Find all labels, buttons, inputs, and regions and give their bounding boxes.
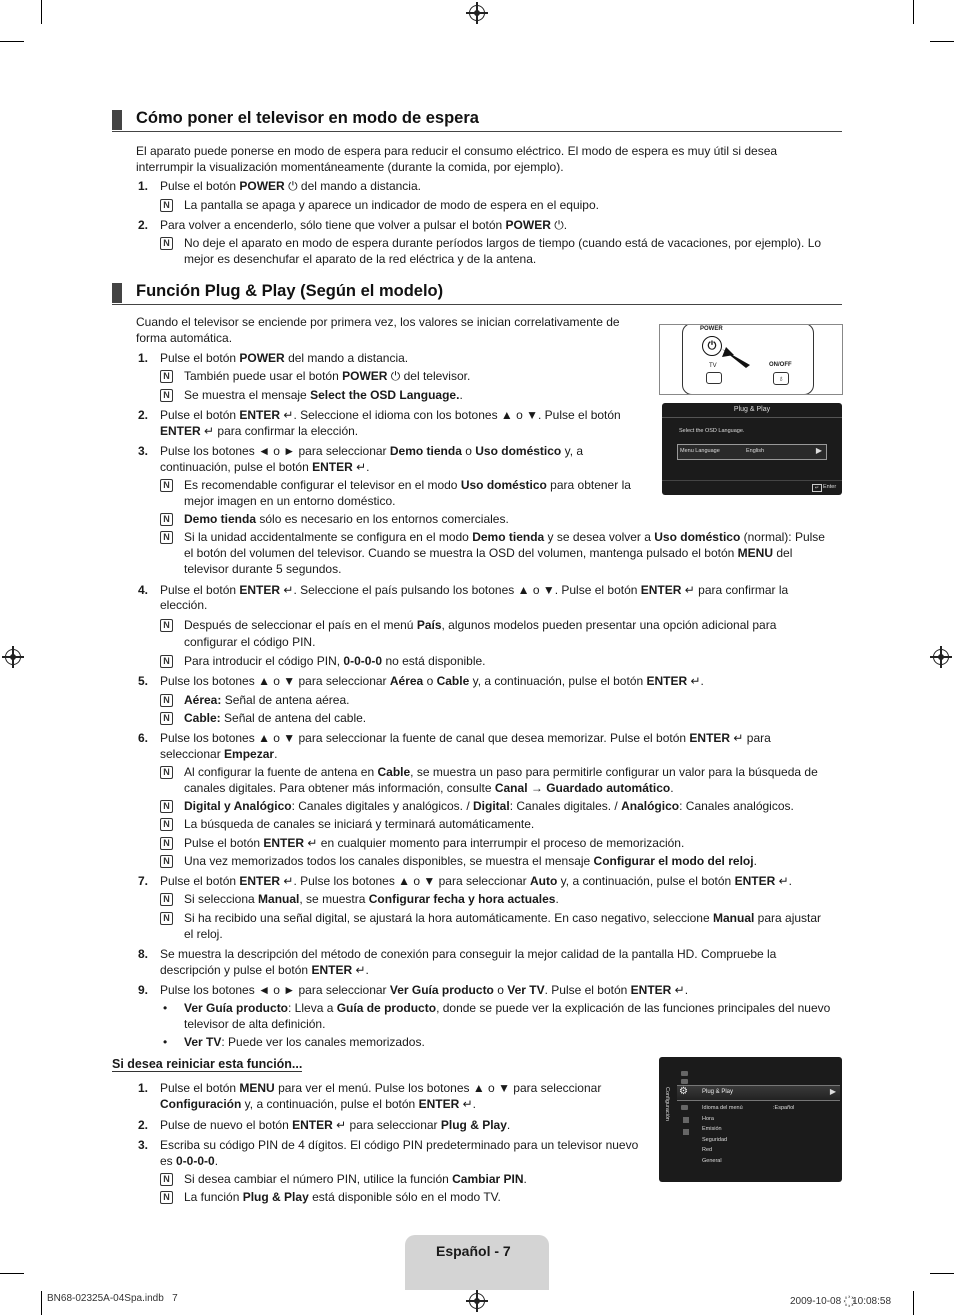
- bullet-text: Ver Guía producto: Lleva a Guía de producto, donde se puede ver la explicación de las funciones principales del nuevo: [184, 1001, 831, 1015]
- step-number: 2.: [138, 1118, 149, 1132]
- step-text: seleccionar Empezar.: [160, 747, 278, 761]
- note-text: el botón del volumen del televisor. Cuando se muestra la OSD del volumen, mantenga pulsado el botón MENU del: [184, 546, 793, 560]
- crop-mark: [930, 41, 954, 42]
- crop-mark: [0, 41, 24, 42]
- registration-mark-icon: [933, 649, 949, 665]
- step-text: Pulse el botón ENTER ↵. Pulse los botones ▲ o ▼ para seleccionar Auto y, a continuación, pulse el botón ENTER ↵.: [160, 874, 792, 888]
- note-icon: N: [160, 237, 173, 250]
- note-text: mejor imagen en un entorno doméstico.: [184, 494, 396, 508]
- note-text: No deje el aparato en modo de espera durante períodos largos de tiempo (cuando está de vacaciones, por ejemplo). Lo: [184, 236, 822, 250]
- remote-illustration: [659, 324, 843, 395]
- note-icon: N: [160, 912, 173, 925]
- note-text: canales digitales. Para obtener más información, consulte Canal → Guardado automático.: [184, 781, 674, 795]
- note-icon: N: [160, 1173, 173, 1186]
- crop-mark: [0, 1273, 24, 1274]
- note-text: Para introducir el código PIN, 0-0-0-0 no está disponible.: [184, 654, 486, 668]
- osd-menu-item[interactable]: Emisión: [702, 1126, 722, 1132]
- arrow-right-icon: ▶: [829, 1087, 836, 1096]
- registration-mark-icon: [5, 649, 21, 665]
- note-icon: N: [160, 1191, 173, 1204]
- step-number: 6.: [138, 731, 149, 745]
- note-icon: N: [160, 712, 173, 725]
- step-number: 3.: [138, 1138, 149, 1152]
- note-text: Demo tienda sólo es necesario en los entornos comerciales.: [184, 512, 509, 526]
- osd-prompt: Select the OSD Language.: [679, 428, 745, 434]
- note-icon: N: [160, 619, 173, 632]
- note-icon: N: [160, 837, 173, 850]
- step-text: continuación, pulse el botón ENTER ↵.: [160, 460, 370, 474]
- osd-row-value: English: [746, 448, 765, 454]
- step-text: Pulse los botones ▲ o ▼ para seleccionar la fuente de canal que desea memorizar. Pulse el botón ENTER ↵ para: [160, 731, 771, 745]
- picture-icon: [681, 1071, 688, 1076]
- note-text: Si selecciona Manual, se muestra Configurar fecha y hora actuales.: [184, 892, 559, 906]
- note-icon: N: [160, 766, 173, 779]
- step-text: Pulse el botón POWER ⏻ del mando a distancia.: [160, 179, 421, 193]
- print-file-info: BN68-02325A-04Spa.indb 7: [47, 1293, 178, 1304]
- step-text: Escriba su código PIN de 4 dígitos. El código PIN predeterminado para un televisor nuevo: [160, 1138, 639, 1152]
- osd-selected-label: Plug & Play: [702, 1089, 734, 1095]
- note-text: Al configurar la fuente de antena en Cable, se muestra un paso para permitirle configurar un valor para la búsqueda de: [184, 765, 818, 779]
- crop-mark: [930, 1273, 954, 1274]
- note-text: Después de seleccionar el país en el menú País, algunos modelos pueden presentar una opción adicional para: [184, 618, 777, 632]
- note-text: La función Plug & Play está disponible sólo en el modo TV.: [184, 1190, 501, 1204]
- step-text: Pulse de nuevo el botón ENTER ↵ para seleccionar Plug & Play.: [160, 1118, 511, 1132]
- step-number: 1.: [138, 179, 149, 193]
- osd-setup-menu: [659, 1057, 842, 1182]
- note-text: el reloj.: [184, 927, 223, 941]
- step-number: 8.: [138, 947, 149, 961]
- heading-bar-icon: [112, 110, 122, 130]
- section-heading-standby: [112, 109, 842, 132]
- note-icon: N: [160, 479, 173, 492]
- bullet-text: televisor de alta definición.: [184, 1017, 326, 1031]
- note-text: La búsqueda de canales se iniciará y terminará automáticamente.: [184, 817, 535, 831]
- registration-mark-icon: [469, 5, 485, 21]
- osd-selected-row[interactable]: [677, 1085, 840, 1101]
- step-text: Pulse los botones ◄ o ► para seleccionar Demo tienda o Uso doméstico y, a: [160, 444, 584, 458]
- note-text: Una vez memorizados todos los canales disponibles, se muestra el mensaje Configurar el modo del reloj.: [184, 854, 757, 868]
- step-text: Pulse los botones ◄ o ► para seleccionar Ver Guía producto o Ver TV. Pulse el botón ENTER ↵.: [160, 983, 689, 997]
- remote-onoff-label: ON/OFF: [769, 362, 792, 368]
- paragraph: interrumpir la visualización momentáneamente (durante la comida, por ejemplo).: [136, 160, 564, 174]
- bullet-text: Ver TV: Puede ver los canales memorizados.: [184, 1035, 425, 1049]
- registration-mark-icon: [469, 1293, 485, 1309]
- note-icon: N: [160, 531, 173, 544]
- page-number: Español - 7: [436, 1243, 511, 1259]
- section-heading-plug-play: [112, 282, 842, 305]
- note-text: mejor es desenchufar el aparato de la red eléctrica y de la antena.: [184, 252, 537, 266]
- enter-icon: ↵: [812, 484, 822, 492]
- osd-menu-item[interactable]: Hora: [702, 1116, 714, 1122]
- arrow-icon: [722, 347, 752, 369]
- note-text: Si la unidad accidentalmente se configura en el modo Demo tienda y se desea volver a Uso doméstico (normal): Pulse: [184, 530, 825, 544]
- note-icon: N: [160, 389, 173, 402]
- step-number: 2.: [138, 218, 149, 232]
- paragraph: Cuando el televisor se enciende por primera vez, los valores se inician correlativamente de: [136, 315, 620, 329]
- step-text: Para volver a encenderlo, sólo tiene que volver a pulsar el botón POWER ⏻.: [160, 218, 568, 232]
- heading-bar-icon: [112, 283, 122, 303]
- section-title: Función Plug & Play (Según el modelo): [136, 282, 444, 300]
- osd-menu-item[interactable]: Seguridad: [702, 1137, 728, 1143]
- input-icon: [681, 1105, 688, 1110]
- osd-language-row[interactable]: [677, 444, 827, 460]
- crop-mark: [41, 1291, 42, 1315]
- note-text: Digital y Analógico: Canales digitales y analógicos. / Digital: Canales digitales. / Analógico: Canales analógicos.: [184, 799, 794, 813]
- note-text: Si desea cambiar el número PIN, utilice la función Cambiar PIN.: [184, 1172, 527, 1186]
- page-number-tab: [405, 1235, 549, 1290]
- note-text: Pulse el botón ENTER ↵ en cualquier momento para interrumpir el proceso de memorización.: [184, 836, 685, 850]
- osd-menu-value: :Español: [773, 1105, 795, 1111]
- arrow-right-icon: ▶: [815, 446, 822, 455]
- support-icon: [683, 1129, 689, 1135]
- step-text: ENTER ↵ para confirmar la elección.: [160, 424, 359, 438]
- crop-mark: [41, 0, 42, 24]
- paragraph: El aparato puede ponerse en modo de espera para reducir el consumo eléctrico. El modo de espera es muy útil si desea: [136, 144, 778, 158]
- osd-menu-item[interactable]: Red: [702, 1147, 713, 1153]
- note-icon: N: [160, 655, 173, 668]
- note-text: Aérea: Señal de antena aérea.: [184, 693, 350, 707]
- crop-mark: [913, 1291, 914, 1315]
- crop-mark: [913, 0, 914, 24]
- note-text: Se muestra el mensaje Select the OSD Language..: [184, 388, 463, 402]
- note-text: Es recomendable configurar el televisor en el modo Uso doméstico para obtener la: [184, 478, 631, 492]
- note-text: La pantalla se apaga y aparece un indicador de modo de espera en el equipo.: [184, 198, 599, 212]
- step-number: 1.: [138, 351, 149, 365]
- note-icon: N: [160, 855, 173, 868]
- osd-row-label: Menu Language: [680, 448, 720, 454]
- step-text: Pulse el botón ENTER ↵. Seleccione el idioma con los botones ▲ o ▼. Pulse el botón: [160, 408, 621, 422]
- step-text: Pulse el botón MENU para ver el menú. Pulse los botones ▲ o ▼ para seleccionar: [160, 1081, 602, 1095]
- remote-tv-label: TV: [709, 363, 717, 369]
- osd-side-label: Configuración: [664, 1087, 670, 1121]
- step-number: 4.: [138, 583, 149, 597]
- section-title: Cómo poner el televisor en modo de espera: [136, 109, 479, 127]
- note-icon: N: [160, 199, 173, 212]
- step-number: 2.: [138, 408, 149, 422]
- note-text: televisor durante 5 segundos.: [184, 562, 342, 576]
- note-text: Cable: Señal de antena del cable.: [184, 711, 367, 725]
- step-text: Pulse el botón ENTER ↵. Seleccione el país pulsando los botones ▲ o ▼. Pulse el botón ENTER ↵ para confirmar la: [160, 583, 789, 597]
- bullet-icon: •: [163, 1035, 168, 1049]
- note-icon: N: [160, 818, 173, 831]
- step-text: es 0-0-0-0.: [160, 1154, 219, 1168]
- osd-menu-item[interactable]: Idioma del menú: [702, 1105, 743, 1111]
- note-icon: N: [160, 513, 173, 526]
- note-text: También puede usar el botón POWER ⏻ del televisor.: [184, 369, 471, 383]
- gear-icon: ⚙: [679, 1086, 688, 1097]
- osd-menu-item[interactable]: General: [702, 1158, 722, 1164]
- step-number: 1.: [138, 1081, 149, 1095]
- step-text: Pulse el botón POWER del mando a distancia.: [160, 351, 409, 365]
- note-text: configurar el código PIN.: [184, 635, 316, 649]
- power-button-icon: ⏻: [702, 336, 722, 356]
- light-button-icon: ♁: [773, 372, 789, 385]
- app-icon: [683, 1117, 689, 1123]
- step-text: Pulse los botones ▲ o ▼ para seleccionar Aérea o Cable y, a continuación, pulse el botón ENTER ↵.: [160, 674, 704, 688]
- osd-enter-label: Enter: [823, 484, 837, 490]
- step-number: 5.: [138, 674, 149, 688]
- note-icon: N: [160, 370, 173, 383]
- step-text: descripción y pulse el botón ENTER ↵.: [160, 963, 369, 977]
- step-number: 3.: [138, 444, 149, 458]
- step-text: Configuración y, a continuación, pulse el botón ENTER ↵.: [160, 1097, 476, 1111]
- osd-language-screen: [662, 403, 842, 495]
- note-icon: N: [160, 800, 173, 813]
- tv-button: [706, 372, 722, 384]
- sound-icon: [681, 1079, 688, 1084]
- step-number: 7.: [138, 874, 149, 888]
- bullet-icon: •: [163, 1001, 168, 1015]
- paragraph: forma automática.: [136, 331, 233, 345]
- step-text: elección.: [160, 598, 208, 612]
- print-date-info: 2009-10-08 ꙰꙰ 10:08:58: [790, 1296, 892, 1307]
- note-icon: N: [160, 694, 173, 707]
- subheading: Si desea reiniciar esta función...: [112, 1057, 303, 1071]
- remote-power-label: POWER: [700, 326, 723, 332]
- note-icon: N: [160, 893, 173, 906]
- step-text: Se muestra la descripción del método de conexión para conseguir la mejor calidad de la pantalla HD. Compruebe la: [160, 947, 777, 961]
- step-number: 9.: [138, 983, 149, 997]
- note-text: Si ha recibido una señal digital, se ajustará la hora automáticamente. En caso negativo, seleccione Manual para ajustar: [184, 911, 822, 925]
- osd-title: Plug & Play: [733, 406, 771, 413]
